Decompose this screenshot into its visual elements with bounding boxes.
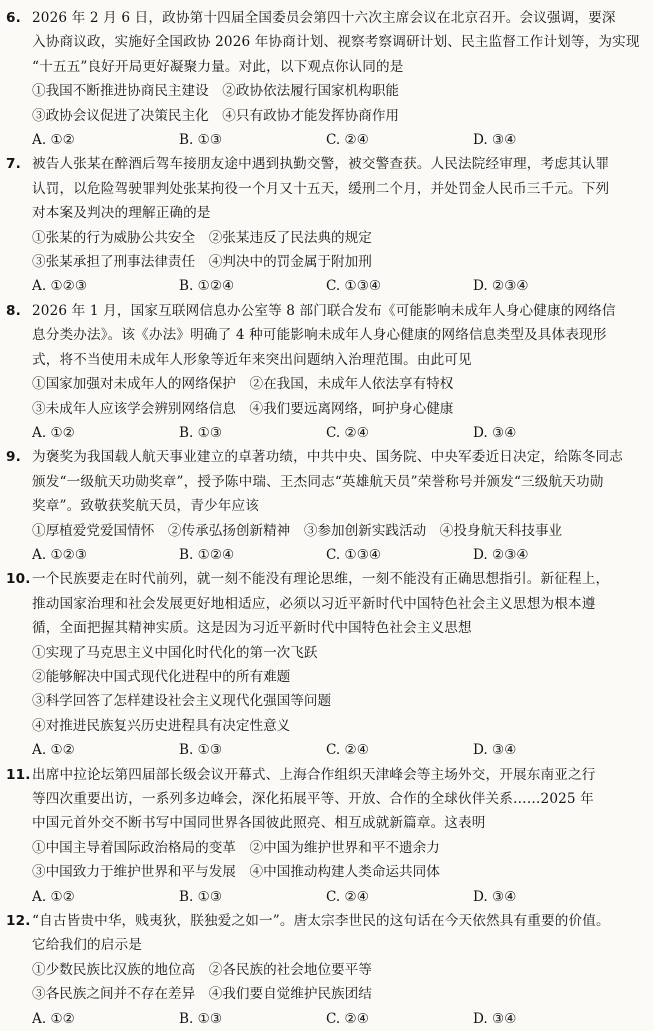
question-stem-line xyxy=(6,909,641,933)
answer-option: C. ①③④ xyxy=(326,278,382,295)
answer-options xyxy=(6,274,641,298)
statement-line: ①少数民族比汉族的地位高 ②各民族的社会地位要平等 xyxy=(32,961,372,978)
question-stem-text: “自古皆贵中华，贱夷狄，朕独爱之如一”。唐太宗李世民的这句话在今天依然具有重要的价值。 xyxy=(32,913,610,930)
question-stem-line xyxy=(6,616,641,640)
question-number: 11. xyxy=(6,766,31,783)
statement-line: ②能够解决中国式现代化进程中的所有难题 xyxy=(32,668,291,685)
statement-line: ①张某的行为威胁公共安全 ②张某违反了民法典的规定 xyxy=(32,229,372,246)
question-number: 7. xyxy=(6,156,21,173)
question-block xyxy=(6,763,641,909)
question-stem-line xyxy=(6,201,641,225)
question-stem-text: 2026 年 1 月，国家互联网信息办公室等 8 部门联合发布《可能影响未成年人身心健康的网络信 xyxy=(32,302,616,319)
question-block xyxy=(6,6,641,152)
answer-option: D. ③④ xyxy=(473,888,517,905)
question-stem-text: 为褒奖为我国载人航天事业建立的卓著功绩，中共中央、国务院、中央军委近日决定，给陈冬同志 xyxy=(32,449,623,466)
statement-line: ③中国致力于维护世界和平与发展 ④中国推动构建人类命运共同体 xyxy=(32,864,440,881)
statement-line: ④对推进民族复兴历史进程具有决定性意义 xyxy=(32,717,291,734)
answer-option: C. ②④ xyxy=(326,424,369,441)
answer-option: C. ②④ xyxy=(326,132,369,149)
question-stem-line xyxy=(6,494,641,518)
statement-line: ①国家加强对未成年人的网络保护 ②在我国，未成年人依法享有特权 xyxy=(32,376,454,393)
question-stem-line xyxy=(6,30,641,54)
statement-line: ③张某承担了刑事法律责任 ④判决中的罚金属于附加刑 xyxy=(32,254,372,271)
answer-option: C. ①③④ xyxy=(326,546,382,563)
question-block xyxy=(6,152,641,298)
question-block xyxy=(6,445,641,567)
statement-line: ③科学回答了怎样建设社会主义现代化强国等问题 xyxy=(32,693,332,710)
answer-options xyxy=(6,1007,641,1031)
question-number: 6. xyxy=(6,10,21,26)
question-block xyxy=(6,909,641,1031)
answer-option: A. ①② xyxy=(32,742,75,759)
question-number: 9. xyxy=(6,449,21,466)
answer-options xyxy=(6,738,641,762)
answer-options xyxy=(6,885,641,909)
answer-option: A. ①② xyxy=(32,132,75,149)
answer-option: B. ①③ xyxy=(179,1010,223,1027)
question-stem-text: 颁发“一级航天功勋奖章”，授予陈中瑞、王杰同志“英雄航天员”荣誉称号并颁发“三级航天功勋 xyxy=(32,473,604,490)
answer-option: D. ③④ xyxy=(473,132,517,149)
answer-option: C. ②④ xyxy=(326,742,369,759)
question-stem-line xyxy=(6,55,641,79)
answer-options xyxy=(6,421,641,445)
answer-options xyxy=(6,543,641,567)
question-stem-text: 一个民族要走在时代前列，就一刻不能没有理论思维，一刻不能没有正确思想指引。新征程上， xyxy=(32,571,610,588)
question-number: 10. xyxy=(6,571,31,588)
answer-option: B. ①③ xyxy=(179,132,223,149)
question-stem-line xyxy=(6,933,641,957)
statement-line: ①厚植爱党爱国情怀 ②传承弘扬创新精神 ③参加创新实践活动 ④投身航天科技事业 xyxy=(32,522,563,539)
statement-line: ①中国主导着国际政治格局的变革 ②中国为维护世界和平不遗余力 xyxy=(32,839,440,856)
answer-option: A. ①② xyxy=(32,424,75,441)
answer-option: D. ②③④ xyxy=(473,546,529,563)
answer-option: B. ①②④ xyxy=(179,546,235,563)
question-stem-line xyxy=(6,6,641,30)
question-stem-text: 息分类办法》。该《办法》明确了 4 种可能影响未成年人身心健康的网络信息类型及具体表现形 xyxy=(32,327,607,344)
answer-option: A. ①② xyxy=(32,1010,75,1027)
question-stem-line xyxy=(6,787,641,811)
statement-line: ①我国不断推进协商民主建设 ②政协依法履行国家机构职能 xyxy=(32,83,400,100)
answer-option: C. ②④ xyxy=(326,1010,369,1027)
statement-line: ③未成年人应该学会辨别网络信息 ④我们要远离网络，呵护身心健康 xyxy=(32,400,454,417)
statement-line: ③政协会议促进了决策民主化 ④只有政协才能发挥协商作用 xyxy=(32,107,400,124)
question-stem-line xyxy=(6,567,641,591)
question-number: 8. xyxy=(6,302,21,319)
question-stem-line xyxy=(6,299,641,323)
answer-option: A. ①② xyxy=(32,888,75,905)
answer-option: D. ③④ xyxy=(473,424,517,441)
answer-options xyxy=(6,128,641,152)
answer-option: C. ②④ xyxy=(326,888,369,905)
answer-option: B. ①②④ xyxy=(179,278,235,295)
question-stem-text: 中国元首外交不断书写中国同世界各国彼此照亮、相互成就新篇章。这表明 xyxy=(32,815,486,832)
answer-option: D. ③④ xyxy=(473,1010,517,1027)
question-stem-line xyxy=(6,811,641,835)
question-stem-text: 推动国家治理和社会发展更好地相适应，必须以习近平新时代中国特色社会主义思想为根本遵 xyxy=(32,595,596,612)
question-block xyxy=(6,299,641,445)
answer-option: B. ①③ xyxy=(179,888,223,905)
question-stem-text: 2026 年 2 月 6 日，政协第十四届全国委员会第四十六次主席会议在北京召开。会议强调，要深 xyxy=(32,10,616,26)
question-block xyxy=(6,567,641,762)
answer-option: A. ①②③ xyxy=(32,546,88,563)
question-stem-text: 它给我们的启示是 xyxy=(32,937,142,954)
question-stem-text: 认罚，以危险驾驶罪判处张某拘役一个月又十五天，缓刑二个月，并处罚金人民币三千元。下列 xyxy=(32,180,610,197)
question-stem-line xyxy=(6,348,641,372)
statement-line: ③各民族之间并不存在差异 ④我们要自觉维护民族团结 xyxy=(32,986,372,1003)
question-stem-line xyxy=(6,445,641,469)
question-stem-text: 被告人张某在醉酒后驾车接朋友途中遇到执勤交警，被交警查获。人民法院经审理，考虑其认罪 xyxy=(32,156,610,173)
question-stem-text: 式，将不当使用未成年人形象等近年来突出问题纳入治理范围。由此可见 xyxy=(32,351,472,368)
question-stem-text: 对本案及判决的理解正确的是 xyxy=(32,205,211,222)
answer-option: B. ①③ xyxy=(179,424,223,441)
question-stem-line xyxy=(6,152,641,176)
answer-option: D. ②③④ xyxy=(473,278,529,295)
question-stem-line xyxy=(6,470,641,494)
question-stem-text: 等四次重要出访，一系列多边峰会，深化拓展平等、开放、合作的全球伙伴关系……2025 年 xyxy=(32,791,594,807)
answer-option: B. ①③ xyxy=(179,742,223,759)
question-number: 12. xyxy=(6,913,31,930)
question-stem-text: 出席中拉论坛第四届部长级会议开幕式、上海合作组织天津峰会等主场外交，开展东南亚之行 xyxy=(32,766,596,783)
question-stem-line xyxy=(6,323,641,347)
question-stem-text: 循，全面把握其精神实质。这是因为习近平新时代中国特色社会主义思想 xyxy=(32,620,472,637)
answer-option: D. ③④ xyxy=(473,742,517,759)
question-stem-text: “十五五”良好开局更好凝聚力量。对此，以下观点你认同的是 xyxy=(32,58,404,75)
question-stem-line xyxy=(6,177,641,201)
question-stem-text: 入协商议政，实施好全国政协 2026 年协商计划、视察考察调研计划、民主监督工作计划等，为实现 xyxy=(32,34,640,51)
question-stem-line xyxy=(6,592,641,616)
answer-option: A. ①②③ xyxy=(32,278,88,295)
question-stem-text: 奖章”。致敬获奖航天员，青少年应该 xyxy=(32,498,259,515)
statement-line: ①实现了马克思主义中国化时代化的第一次飞跃 xyxy=(32,644,318,661)
question-stem-line xyxy=(6,763,641,787)
